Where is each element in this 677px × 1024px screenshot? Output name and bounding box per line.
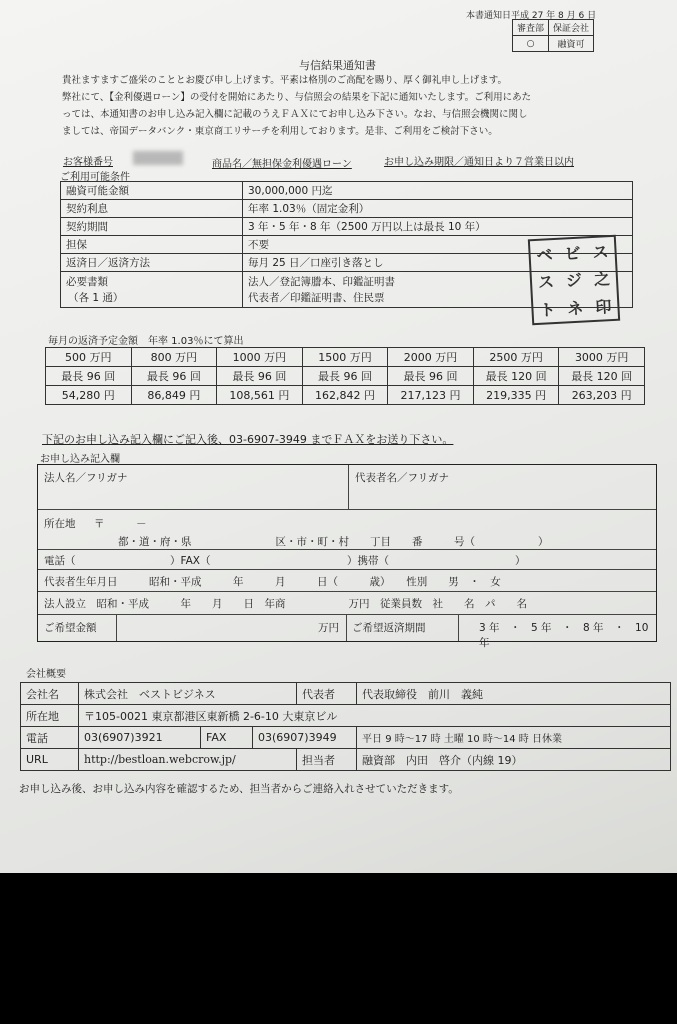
loan-amount: 2500 万円 [473,348,559,367]
intro-paragraph [62,72,622,140]
divider [458,615,459,641]
form-row-birthdate [38,570,656,592]
stamp-header-guarantor: 保証会社 [549,20,594,36]
condition-label [61,272,243,308]
repayment-term: 最長 96 回 [217,367,303,386]
loan-amount: 500 万円 [46,348,132,367]
representative-label: 代表者 [297,683,357,705]
table-row [46,367,645,386]
fax-value: 03(6907)3949 [253,727,357,749]
address-parts-field: 都・道・府・県 区・市・町・村 丁目 番 号（ ） [118,536,549,548]
seal-char: ス [592,242,610,263]
condition-label: 契約利息 [61,200,243,218]
postal-code-field: 〒 － [94,518,147,530]
condition-value: 不要 [243,236,633,254]
condition-value: 年率 1.03％（固定金利） [243,200,633,218]
phone-value: 03(6907)3921 [79,727,201,749]
repayment-heading: 毎月の返済予定金額 年率 1.03％にて算出 [48,336,244,347]
rep-birthdate-fields: 代表者生年月日 昭和・平成 年 月 日（ 歳） 性別 男 ・ 女 [44,576,501,588]
application-deadline: お申し込み期限／通知日より７営業日以内 [384,157,574,168]
table-row [21,705,671,727]
monthly-payment: 54,280 円 [46,386,132,405]
condition-label: 返済日／返済方法 [61,254,243,272]
repayment-term: 最長 120 回 [473,367,559,386]
condition-label: 契約期間 [61,218,243,236]
application-form [37,464,657,649]
rep-name-field-label: 代表者名／フリガナ [355,472,449,484]
phone-fax-mobile-fields: 電話（ ）FAX（ ）携帯（ ） [44,555,526,567]
intro-line: っては、本通知書のお申し込み記入欄に記載のうえＦＡＸにてお申し込み下さい。なお、与信照会機関に関し [62,109,528,120]
company-overview-heading: 会社概要 [26,669,66,680]
condition-label: 担保 [61,236,243,254]
repayment-table [45,347,645,405]
form-heading: お申し込み記入欄 [40,454,120,465]
repayment-term: 最長 96 回 [131,367,217,386]
business-hours: 平日 9 時～17 時 土曜 10 時～14 時 日休業 [357,727,671,749]
intro-line: 弊社にて、【金利優遇ローン】の受付を開始にあたり、与信照会の結果を下記に通知いたします。ご利用にあた [62,92,532,103]
form-row-names [38,465,656,510]
repayment-term: 最長 96 回 [388,367,474,386]
company-overview-table [20,682,671,771]
customer-number-label: お客様番号 [63,157,113,168]
black-background [0,873,677,1024]
repayment-term: 最長 96 回 [302,367,388,386]
divider [116,615,117,641]
form-row-phone [38,550,656,570]
monthly-payment: 108,561 円 [217,386,303,405]
document-title: 与信結果通知書 [299,59,376,72]
loan-amount: 800 万円 [131,348,217,367]
intro-line: 貴社ますますご盛栄のこととお慶び申し上げます。平素は格別のご高配を賜り、厚く御礼申し上げます。 [62,75,507,86]
table-row [61,218,633,236]
url-label: URL [21,749,79,771]
required-docs-corporate: 法人／登記簿謄本、印鑑証明書 [248,275,395,288]
seal-char: ネ [566,298,584,319]
required-docs-label: 必要書類 [66,275,108,288]
fax-instruction: 下記のお申し込み記入欄にご記入後、03-6907-3949 までＦＡＸをお送り下さい。 [42,433,454,446]
seal-char: ベ [536,245,554,266]
table-row [46,386,645,405]
repayment-term: 最長 96 回 [46,367,132,386]
seal-char: ジ [565,271,583,291]
table-row [21,749,671,771]
loan-amount: 2000 万円 [388,348,474,367]
desired-term-options: 3 年 ・ 5 年 ・ 8 年 ・ 10 年 [479,622,649,649]
seal-char: 印 [594,296,612,317]
desired-amount-label: ご希望金額 [44,622,97,634]
seal-char: ス [537,272,555,293]
staff-label: 担当者 [297,749,357,771]
condition-value: 30,000,000 円迄 [243,182,633,200]
company-name-label: 会社名 [21,683,79,705]
redacted-customer-number [133,151,183,165]
representative-value: 代表取締役 前川 義純 [357,683,671,705]
loan-amount: 1500 万円 [302,348,388,367]
monthly-payment: 86,849 円 [131,386,217,405]
table-row [61,182,633,200]
table-row [46,348,645,367]
seal-char: 之 [593,269,611,290]
stamp-value-review: ○ [513,36,549,52]
footer-note: お申し込み後、お申し込み内容を確認するため、担当者からご連絡入れさせていただきます。 [19,783,459,795]
repayment-term: 最長 120 回 [559,367,645,386]
staff-value: 融資部 内田 啓介（内線 19） [357,749,671,771]
company-seal-stamp [528,235,620,325]
divider [348,465,349,509]
table-row [21,727,671,749]
seal-char: ト [539,299,557,320]
founding-revenue-staff-fields: 法人設立 昭和・平成 年 月 日 年商 万円 従業員数 社 名 パ 名 [44,598,527,610]
conditions-heading: ご利用可能条件 [60,172,130,183]
seal-char: ビ [564,243,582,264]
condition-value: 毎月 25 日／口座引き落とし [243,254,633,272]
address-label: 所在地 [21,705,79,727]
desired-term-label: ご希望返済期間 [352,622,426,634]
approval-stamp-table [512,19,594,52]
stamp-value-guarantor: 融資可 [549,36,594,52]
address-value: 〒105-0021 東京都港区東新橋 2-6-10 大東京ビル [79,705,671,727]
desired-amount-unit: 万円 [318,622,339,634]
monthly-payment: 219,335 円 [473,386,559,405]
address-field-label: 所在地 [44,518,76,530]
loan-amount: 3000 万円 [559,348,645,367]
company-name-value: 株式会社 ベストビジネス [79,683,297,705]
divider [346,615,347,641]
company-name-field-label: 法人名／フリガナ [44,472,128,484]
intro-line: ましては、帝国データバンク・東京商工リサーチを利用しております。是非、ご利用をご検討下さい。 [62,126,498,137]
monthly-payment: 217,123 円 [388,386,474,405]
monthly-payment: 263,203 円 [559,386,645,405]
company-url-link[interactable]: http://bestloan.webcrow.jp/ [79,749,297,771]
monthly-payment: 162,842 円 [302,386,388,405]
required-docs-representative: 代表者／印鑑証明書、住民票 [248,291,385,304]
stamp-header-review: 審査部 [513,20,549,36]
table-row [21,683,671,705]
table-row [61,200,633,218]
product-name: 商品名／無担保金利優遇ローン [212,159,352,170]
condition-label: 融資可能金額 [61,182,243,200]
fax-label: FAX [201,727,253,749]
required-docs-sublabel: （各 1 通） [68,291,124,304]
loan-amount: 1000 万円 [217,348,303,367]
notice-date: 本書通知日平成 27 年 8 月 6 日 [466,11,597,21]
condition-value: 3 年・5 年・8 年（2500 万円以上は最長 10 年） [243,218,633,236]
form-row-address [38,510,656,550]
form-row-founding [38,592,656,615]
phone-label: 電話 [21,727,79,749]
form-row-desired [38,615,656,649]
